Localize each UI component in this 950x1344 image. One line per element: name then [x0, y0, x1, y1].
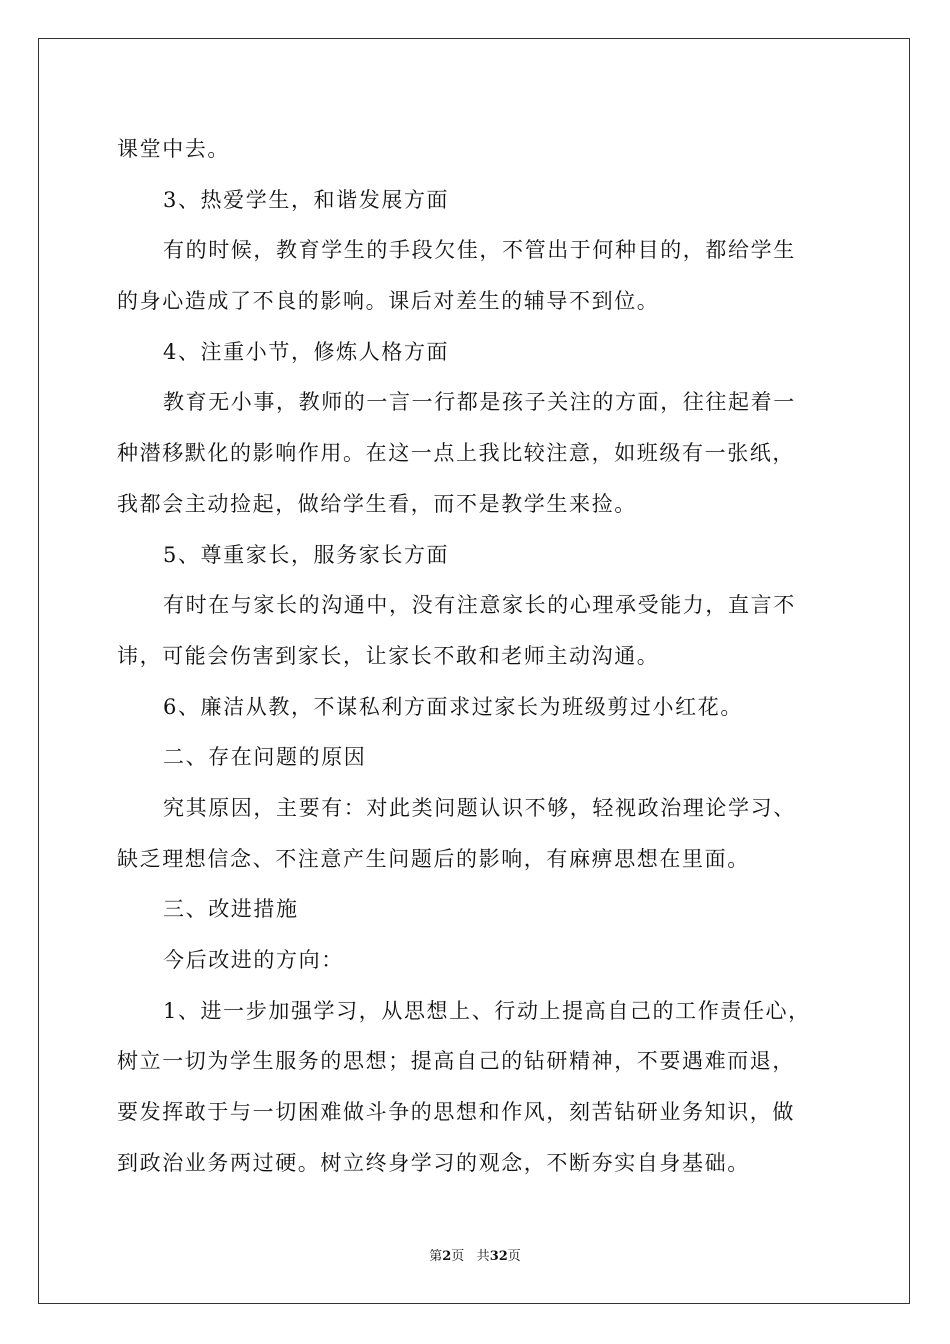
- text-line: 二、存在问题的原因: [163, 745, 367, 770]
- total-pages: 32: [489, 1249, 508, 1264]
- text-line: 3、热爱学生，和谐发展方面: [163, 187, 450, 212]
- text-line: 的身心造成了不良的影响。课后对差生的辅导不到位。: [117, 289, 660, 314]
- document-body: [117, 124, 835, 1188]
- text-line: 树立一切为学生服务的思想；提高自己的钻研精神，不要遇难而退，: [117, 1049, 795, 1074]
- text-line: 种潜移默化的影响作用。在这一点上我比较注意，如班级有一张纸，: [117, 441, 795, 466]
- text-line: 1、进一步加强学习，从思想上、行动上提高自己的工作责任心，: [163, 998, 811, 1023]
- text-line: 5、尊重家长，服务家长方面: [163, 542, 450, 567]
- text-line: 讳，可能会伤害到家长，让家长不敢和老师主动沟通。: [117, 643, 660, 668]
- text-line: 有的时候，教育学生的手段欠佳，不管出于何种目的，都给学生: [163, 238, 796, 263]
- text-line: 究其原因，主要有：对此类问题认识不够，轻视政治理论学习、: [163, 795, 796, 820]
- text-line: 缺乏理想信念、不注意产生问题后的影响，有麻痹思想在里面。: [117, 846, 750, 871]
- page-number: 2: [442, 1249, 452, 1264]
- text-line: 要发挥敢于与一切困难做斗争的思想和作风，刻苦钻研业务知识，做: [117, 1100, 795, 1125]
- page-suffix: 页: [451, 1249, 465, 1264]
- text-line: 教育无小事，教师的一言一行都是孩子关注的方面，往往起着一: [163, 390, 796, 415]
- text-line: 今后改进的方向：: [163, 948, 344, 972]
- page-prefix: 第: [429, 1249, 443, 1264]
- total-suffix: 页: [507, 1249, 521, 1264]
- text-line: 课堂中去。: [117, 137, 230, 161]
- text-line: 有时在与家长的沟通中，没有注意家长的心理承受能力，直言不: [163, 593, 796, 618]
- text-line: 我都会主动捡起，做给学生看，而不是教学生来捡。: [117, 491, 637, 516]
- text-line: 三、改进措施: [163, 897, 299, 922]
- text-line: 6、廉洁从教，不谋私利方面求过家长为班级剪过小红花。: [163, 694, 743, 719]
- text-line: 到政治业务两过硬。树立终身学习的观念，不断夯实自身基础。: [117, 1150, 750, 1175]
- total-prefix: 共: [476, 1249, 490, 1264]
- text-line: 4、注重小节，修炼人格方面: [163, 339, 450, 364]
- page-footer: [0, 1248, 950, 1266]
